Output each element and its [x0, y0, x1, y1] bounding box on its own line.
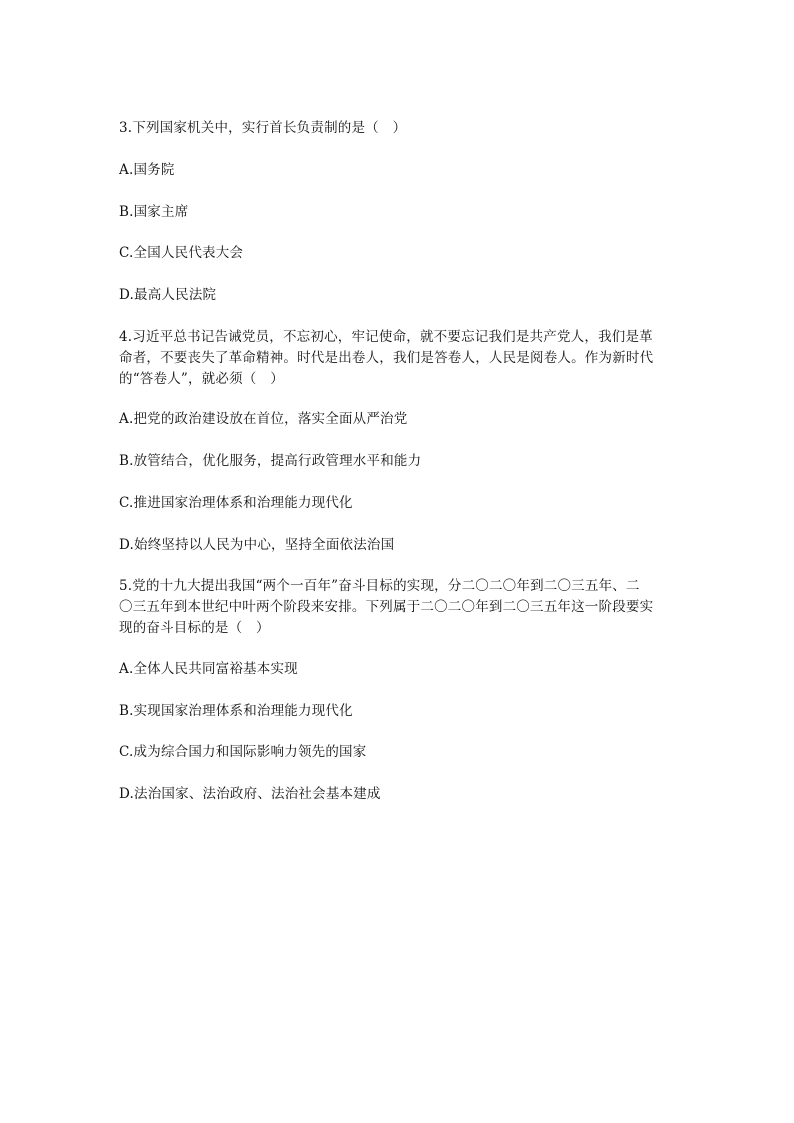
question-5-stem-line-3: 现的奋斗目标的是（ ） — [119, 620, 270, 636]
question-5-option-b: B.实现国家治理体系和治理能力现代化 — [119, 703, 353, 719]
question-4-option-d: D.始终坚持以人民为中心，坚持全面依法治国 — [119, 537, 395, 553]
question-3-option-c: C.全国人民代表大会 — [119, 245, 244, 261]
question-4-option-b: B.放管结合，优化服务，提高行政管理水平和能力 — [119, 453, 422, 469]
question-5-option-a: A.全体人民共同富裕基本实现 — [119, 661, 298, 677]
question-3-stem: 3.下列国家机关中，实行首长负责制的是（ ） — [119, 120, 407, 136]
question-3-option-b: B.国家主席 — [119, 204, 189, 220]
question-4-option-a: A.把党的政治建设放在首位，落实全面从严治党 — [119, 411, 408, 427]
question-3-option-d: D.最高人民法院 — [119, 287, 217, 303]
question-4-stem-line-1: 4.习近平总书记告诫党员，不忘初心，牢记使命，就不要忘记我们是共产党人，我们是革 — [119, 329, 653, 345]
question-5-stem-line-2: 〇三五年到本世纪中叶两个阶段来安排。下列属于二〇二〇年到二〇三五年这一阶段要实 — [119, 599, 654, 615]
question-4-option-c: C.推进国家治理体系和治理能力现代化 — [119, 495, 353, 511]
question-5-option-d: D.法治国家、法治政府、法治社会基本建成 — [119, 786, 381, 802]
question-5-option-c: C.成为综合国力和国际影响力领先的国家 — [119, 744, 367, 760]
question-4-stem-line-2: 命者，不要丧失了革命精神。时代是出卷人，我们是答卷人，人民是阅卷人。作为新时代 — [119, 350, 654, 366]
question-4-stem-line-3: 的“答卷人”，就必须（ ） — [119, 371, 284, 387]
question-3-option-a: A.国务院 — [119, 162, 175, 178]
question-5-stem-line-1: 5.党的十九大提出我国“两个一百年”奋斗目标的实现，分二〇二〇年到二〇三五年、二 — [119, 578, 640, 594]
